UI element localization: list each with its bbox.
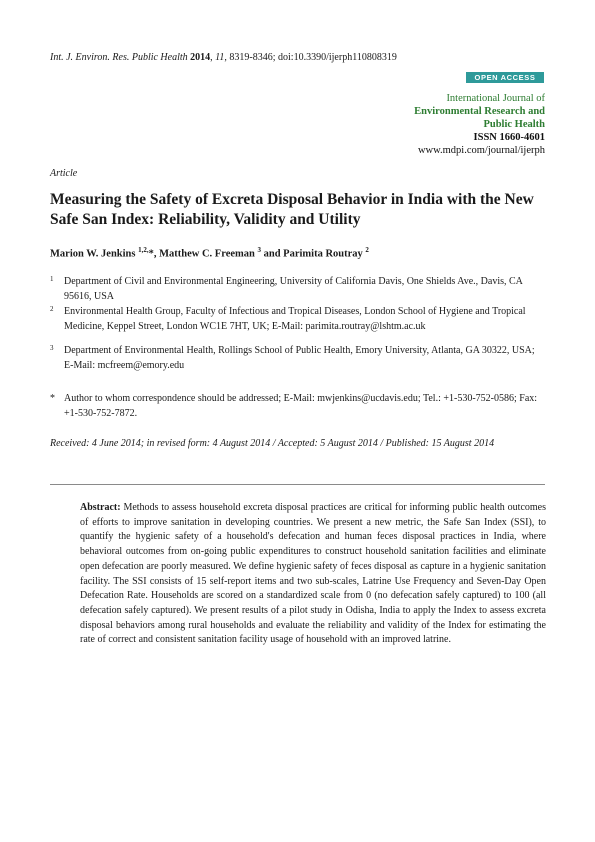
author-separator: *,	[148, 248, 160, 260]
affiliation-text: Environmental Health Group, Faculty of Infectious and Tropical Diseases, London School of Hygiene and Tropical Medicine, Keppel Street, London WC1E 7HT, UK; E-Mail: parimita.routray@lshtm.ac.uk	[64, 306, 526, 332]
abstract-label: Abstract:	[80, 502, 121, 513]
affiliation-text: Department of Environmental Health, Rollings School of Public Health, Emory University, Atlanta, GA 30322, USA; E-Mail: mcfreem@emory.edu	[64, 345, 535, 371]
open-access-badge: OPEN ACCESS	[466, 72, 544, 83]
author-affiliation-marks: 2	[365, 246, 369, 254]
author-name: Marion W. Jenkins	[50, 248, 136, 260]
citation-volume: 11	[215, 52, 225, 63]
correspondence-note	[50, 392, 545, 421]
journal-url[interactable]: www.mdpi.com/journal/ijerph	[417, 145, 545, 156]
author-list	[50, 246, 369, 260]
affiliation-3	[50, 344, 545, 373]
author-separator: and	[260, 248, 284, 260]
affiliation-number: 3	[50, 344, 54, 352]
author-name: Matthew C. Freeman	[159, 248, 255, 260]
journal-name-line-3: Public Health	[483, 119, 545, 130]
section-divider	[50, 484, 545, 485]
journal-issn: ISSN 1660-4601	[473, 132, 545, 143]
citation-year: 2014	[190, 52, 211, 63]
affiliation-text: Department of Civil and Environmental Engineering, University of California Davis, One Shields Ave., Davis, CA 95616, USA	[64, 276, 523, 302]
affiliation-number: 2	[50, 305, 54, 313]
citation-pages-doi: , 8319-8346; doi:10.3390/ijerph110808319	[224, 52, 397, 63]
publication-dates: Received: 4 June 2014; in revised form: 4 August 2014 / Accepted: 5 August 2014 / Published: 15 August 2014	[50, 438, 495, 449]
author-affiliation-marks: 1,2,	[138, 246, 149, 254]
paper-title: Measuring the Safety of Excreta Disposal Behavior in India with the New Safe San Index: Reliability, Validity and Utility	[50, 191, 534, 228]
abstract-block	[80, 501, 546, 648]
affiliation-1	[50, 275, 545, 304]
correspondence-star: *	[50, 393, 55, 404]
article-type: Article	[50, 168, 78, 179]
citation-line: Int. J. Environ. Res. Public Health 2014, 11, 8319-8346; doi:10.3390/ijerph110808319	[50, 52, 397, 63]
journal-name-line-1: International Journal of	[446, 93, 545, 104]
author-affiliation-marks: 3	[257, 246, 261, 254]
journal-block	[414, 92, 545, 157]
author-name: Parimita Routray	[283, 248, 363, 260]
affiliation-number: 1	[50, 275, 54, 283]
correspondence-text: Author to whom correspondence should be addressed; E-Mail: mwjenkins@ucdavis.edu; Tel.: +1-530-752-0586; Fax: +1-530-752-7872.	[64, 393, 538, 419]
journal-name-line-2: Environmental Research and	[414, 106, 545, 117]
abstract-text: Methods to assess household excreta disposal practices are critical for informing public health outcomes of efforts to improve sanitation in developing countries. We present a new metric, the Safe San Index (SSI), to quantify the hygienic safety of a household's defecation and human feces disposal practices in India, where behavioral outcomes from on-going public expenditures to construct household sanitation facilities and eliminate open defecation are poorly measured. We define hygienic safety of feces disposal as capture in a hygienic sanitation facility. The SSI consists of 15 self-report items and two sub-scales, Latrine Use Frequency and Seven-Day Open Defecation Rate. Households are scored on a standardized scale from 0 (no defecation safely captured) to 100 (all defecation safely captured). We present results of a pilot study in Odisha, India to apply the Index to assess excreta disposal behaviors among rural households and evaluate the reliability and validity of the Index for estimating the rate of correct and consistent sanitation facility usage of household with an improved latrine.	[80, 502, 546, 646]
affiliation-2	[50, 305, 545, 334]
journal-abbrev: Int. J. Environ. Res. Public Health	[50, 52, 188, 63]
